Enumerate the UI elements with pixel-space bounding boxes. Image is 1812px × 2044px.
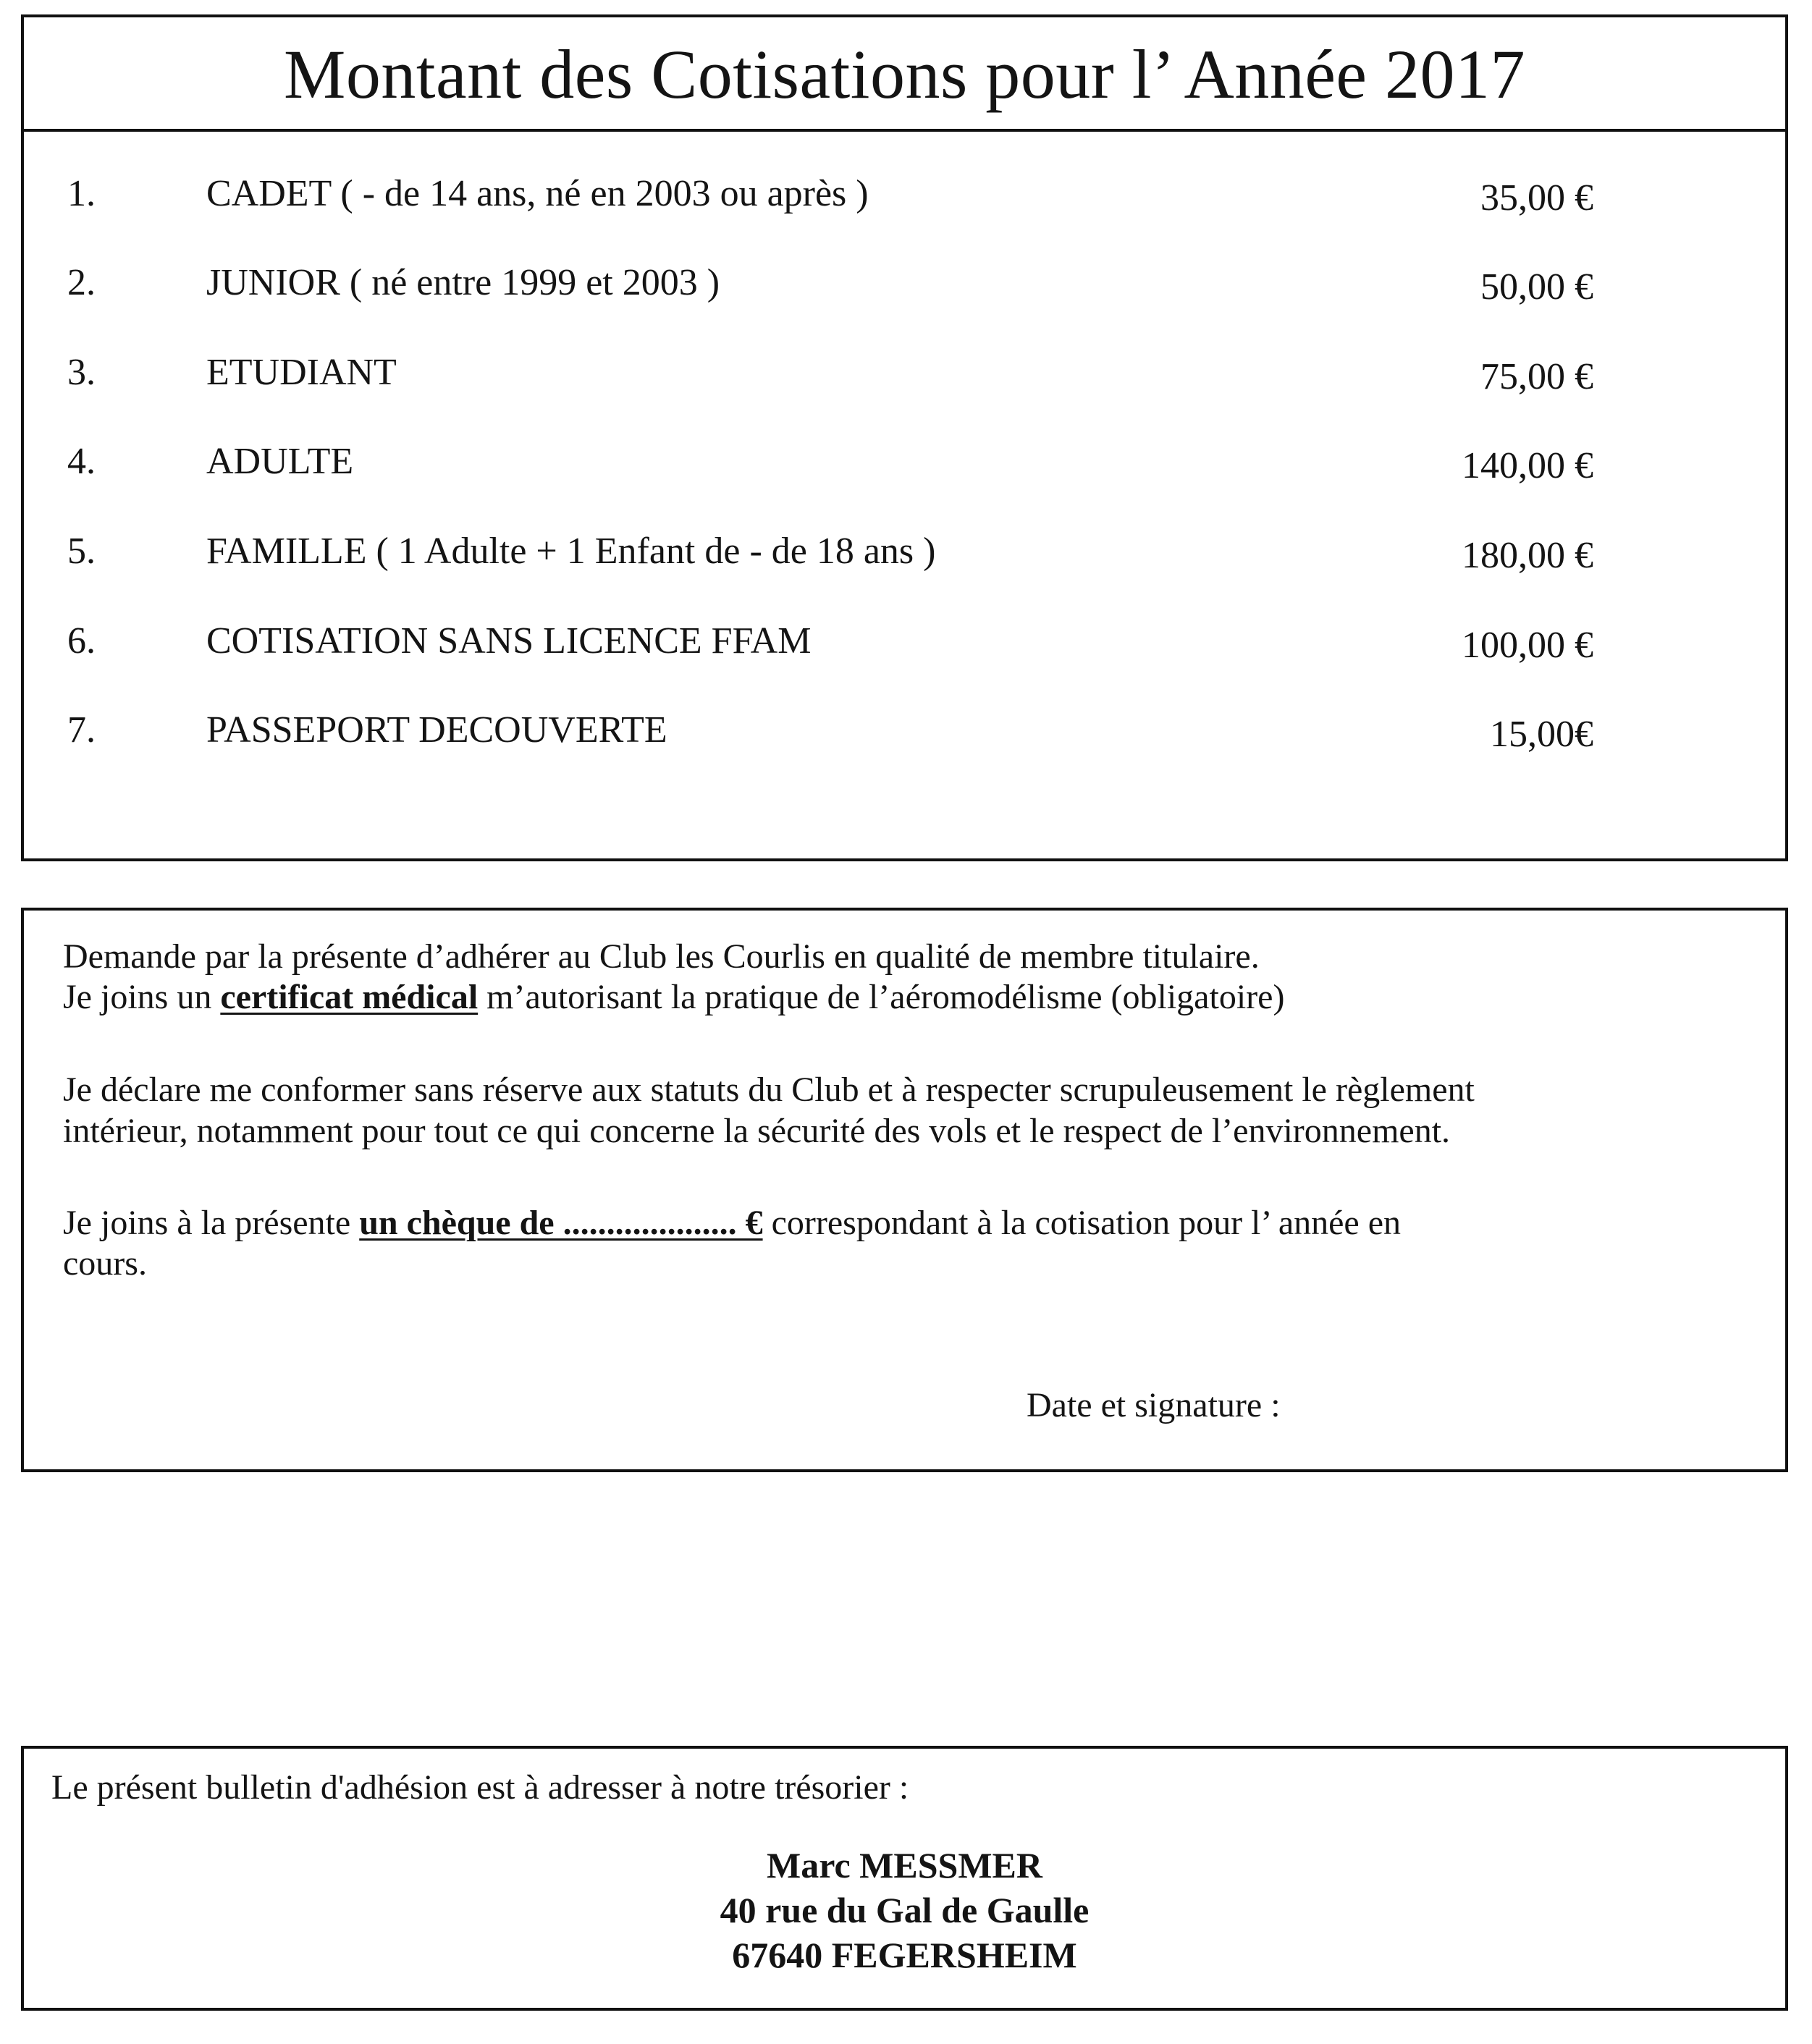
tarif-label: CADET ( - de 14 ans, né en 2003 ou après ) bbox=[206, 173, 869, 214]
tarif-number: 2. bbox=[67, 262, 96, 303]
declaration-line-5-end: correspondant à la cotisation pour l’ année en bbox=[762, 1204, 1402, 1242]
treasurer-street: 40 rue du Gal de Gaulle bbox=[720, 1890, 1090, 1930]
tarif-row-etudiant bbox=[24, 344, 1785, 402]
tarif-number: 3. bbox=[67, 352, 96, 393]
declaration-line-5-start: Je joins à la présente bbox=[63, 1204, 360, 1242]
treasurer-box bbox=[21, 1746, 1788, 2011]
title-row bbox=[24, 17, 1785, 132]
tarif-price: 50,00 € bbox=[1480, 266, 1593, 308]
tarif-number: 1. bbox=[67, 173, 96, 214]
tarif-row-sans-licence bbox=[24, 612, 1785, 670]
date-signature-label: Date et signature : bbox=[1027, 1386, 1281, 1424]
tarif-price: 180,00 € bbox=[1462, 535, 1593, 576]
treasurer-intro: Le présent bulletin d'adhésion est à adresser à notre trésorier : bbox=[51, 1768, 909, 1807]
declaration-line-2-end: m’autorisant la pratique de l’aéromodélisme (obligatoire) bbox=[478, 978, 1285, 1016]
tarifs-box bbox=[21, 14, 1788, 861]
medical-certificate-emphasis: certificat médical bbox=[220, 978, 479, 1016]
declaration-box bbox=[21, 908, 1788, 1472]
treasurer-name: Marc MESSMER bbox=[767, 1845, 1042, 1885]
tarif-row-passeport bbox=[24, 701, 1785, 759]
tarif-row-junior bbox=[24, 254, 1785, 312]
declaration-line-6: cours. bbox=[63, 1244, 147, 1283]
tarif-price: 100,00 € bbox=[1462, 625, 1593, 666]
tarif-price: 75,00 € bbox=[1480, 356, 1593, 397]
tarif-price: 140,00 € bbox=[1462, 445, 1593, 486]
treasurer-city: 67640 FEGERSHEIM bbox=[732, 1935, 1077, 1975]
declaration-line-5 bbox=[63, 1203, 1401, 1243]
tarif-row-adulte bbox=[24, 433, 1785, 491]
tarif-label: JUNIOR ( né entre 1999 et 2003 ) bbox=[206, 262, 720, 303]
declaration-line-2 bbox=[63, 977, 1284, 1018]
declaration-line-4: intérieur, notamment pour tout ce qui concerne la sécurité des vols et le respect de l’environnement. bbox=[63, 1112, 1451, 1150]
page-title: Montant des Cotisations pour l’ Année 2017 bbox=[283, 35, 1526, 113]
declaration-line-1: Demande par la présente d’adhérer au Club les Courlis en qualité de membre titulaire. bbox=[63, 937, 1260, 976]
tarif-label: PASSEPORT DECOUVERTE bbox=[206, 709, 667, 751]
tarif-label: COTISATION SANS LICENCE FFAM bbox=[206, 620, 812, 662]
tarif-number: 5. bbox=[67, 531, 96, 572]
tarif-number: 7. bbox=[67, 709, 96, 751]
tarif-label: ADULTE bbox=[206, 441, 354, 482]
tarif-row-famille bbox=[24, 523, 1785, 580]
cheque-amount-field: un chèque de .................... € bbox=[359, 1204, 763, 1242]
declaration-line-2-start: Je joins un bbox=[63, 978, 221, 1016]
tarif-number: 6. bbox=[67, 620, 96, 662]
tarif-label: ETUDIANT bbox=[206, 352, 397, 393]
tarif-label: FAMILLE ( 1 Adulte + 1 Enfant de - de 18 ans ) bbox=[206, 531, 936, 572]
tarif-price: 35,00 € bbox=[1480, 177, 1593, 219]
tarif-row-cadet bbox=[24, 165, 1785, 223]
tarif-number: 4. bbox=[67, 441, 96, 482]
declaration-line-3: Je déclare me conformer sans réserve aux statuts du Club et à respecter scrupuleusement le règlement bbox=[63, 1070, 1475, 1109]
tarif-price: 15,00€ bbox=[1490, 714, 1593, 755]
